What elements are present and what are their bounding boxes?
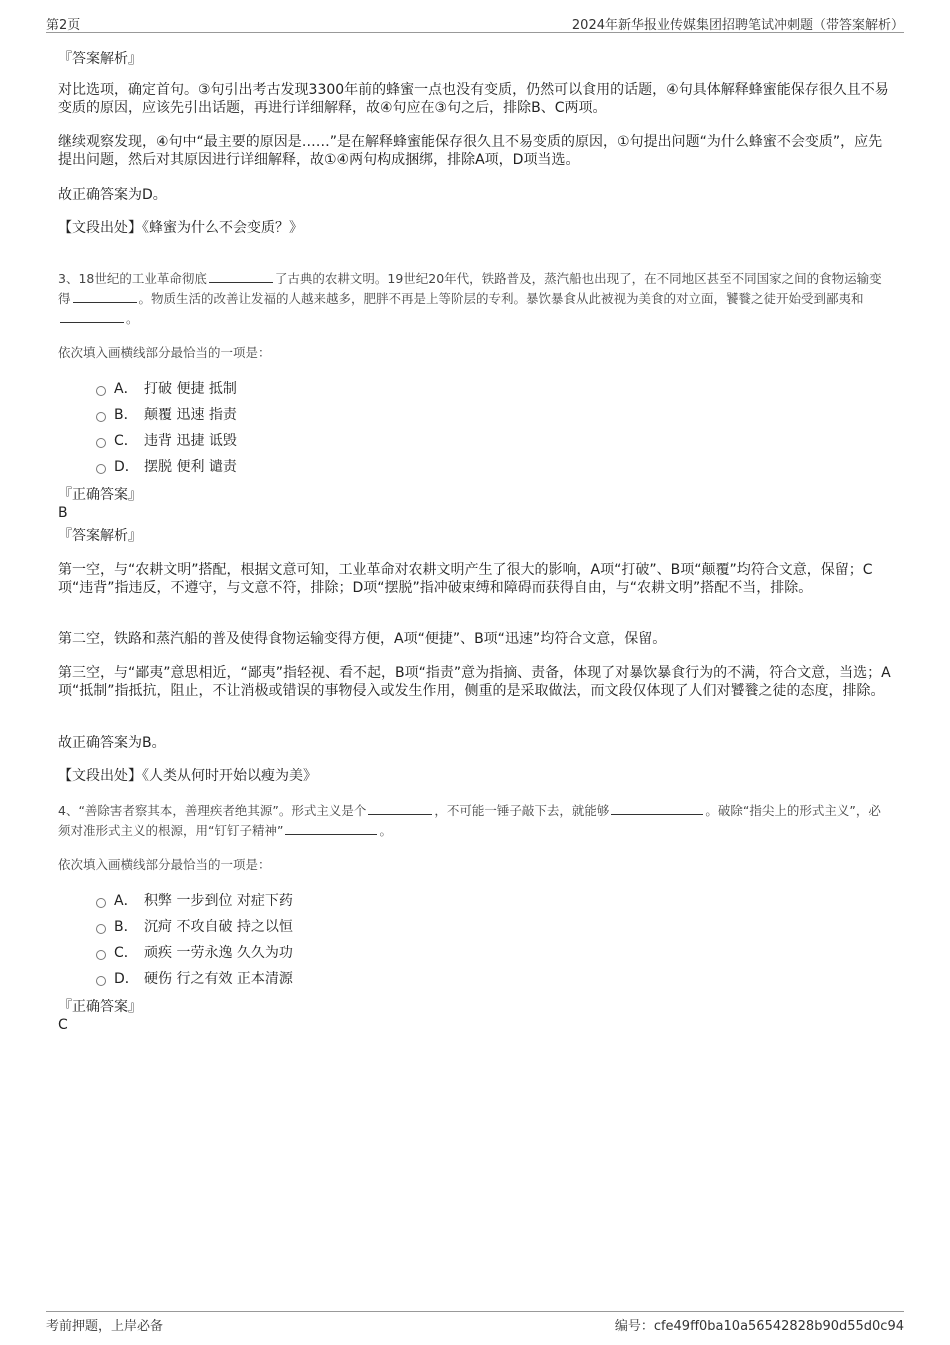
q3-option-d[interactable]: D． 摆脱 便利 谴责 — [96, 458, 237, 476]
q4-option-d[interactable]: D． 硬伤 行之有效 正本清源 — [96, 970, 293, 988]
radio-icon[interactable] — [96, 950, 106, 960]
q2-analysis-label: 『答案解析』 — [58, 51, 142, 67]
q4-blank-2[interactable] — [611, 802, 703, 815]
q3-blank-3[interactable] — [60, 310, 124, 323]
q3-option-b[interactable]: B． 颠覆 迅速 指责 — [96, 406, 237, 424]
q4-option-c[interactable]: C． 顽疾 一劳永逸 久久为功 — [96, 944, 293, 962]
document-title: 2024年新华报业传媒集团招聘笔试冲刺题（带答案解析） — [571, 18, 904, 33]
q4-blank-1[interactable] — [368, 802, 432, 815]
radio-icon[interactable] — [96, 976, 106, 986]
q3-blank-2[interactable] — [73, 290, 137, 303]
radio-icon[interactable] — [96, 412, 106, 422]
q4-answer: C — [58, 1017, 68, 1033]
q3-stem-part3: 。物质生活的改善让发福的人越来越多，肥胖不再是上等阶层的专利。暴饮暴食从此被视为美食的对立面，饕餮之徒开始受到鄙夷和 — [138, 291, 864, 306]
q4-option-b[interactable]: B． 沉疴 不攻自破 持之以恒 — [96, 918, 293, 936]
q4-stem — [58, 801, 892, 841]
document-id: 编号：cfe49ff0ba10a56542828b90d55d0c94 — [614, 1319, 904, 1334]
q3-stem-part2: 了古典的农耕文明。19世纪20年代，铁路普及，蒸汽船也出现了，在不同地区甚至不同国家之间的食物运输变得 — [58, 271, 882, 306]
q4-stem-part3: 。破除“指尖上的形式主义”，必须对准形式主义的根源，用“钉钉子精神” — [58, 803, 881, 838]
q2-source: 【文段出处】《蜂蜜为什么不会变质？》 — [58, 220, 303, 236]
q4-answer-label: 『正确答案』 — [58, 999, 142, 1015]
q4-stem-part2: ，不可能一锤子敲下去，就能够 — [434, 803, 610, 818]
q3-stem — [58, 269, 892, 329]
radio-icon[interactable] — [96, 464, 106, 474]
q3-option-a[interactable]: A． 打破 便捷 抵制 — [96, 380, 237, 398]
page-header — [46, 14, 904, 33]
q2-analysis-p1: 对比选项，确定首句。③句引出考古发现3300年前的蜂蜜一点也没有变质，仍然可以食用的话题，④句具体解释蜂蜜能保存很久且不易变质的原因，应该先引出话题，再进行详细解释，故④句应在③句之后，排除B、C两项。 — [58, 82, 889, 116]
q3-option-c[interactable]: C． 违背 迅捷 诋毁 — [96, 432, 237, 450]
q4-prompt: 依次填入画横线部分最恰当的一项是： — [58, 857, 271, 872]
q3-analysis-p3: 第三空，与“鄙夷”意思相近，“鄙夷”指轻视、看不起，B项“指责”意为指摘、责备，体现了对暴饮暴食行为的不满，符合文意，当选；A项“抵制”指抵抗，阻止，不让消极或错误的事物侵入或发生作用，侧重的是采取做法，而文段仅体现了人们对饕餮之徒的态度，排除。 — [58, 665, 891, 699]
q3-source: 【文段出处】《人类从何时开始以瘦为美》 — [58, 768, 317, 784]
page-footer — [46, 1311, 904, 1336]
q3-conclusion: 故正确答案为B。 — [58, 735, 166, 751]
q2-analysis-p2: 继续观察发现，④句中“最主要的原因是……”是在解释蜂蜜能保存很久且不易变质的原因，①句提出问题“为什么蜂蜜不会变质”，应先提出问题，然后对其原因进行详细解释，故①④两句构成捆绑，排除A项，D项当选。 — [58, 134, 883, 168]
q2-conclusion: 故正确答案为D。 — [58, 187, 167, 203]
q3-stem-part1: 3、18世纪的工业革命彻底 — [58, 271, 207, 286]
q4-option-a[interactable]: A． 积弊 一步到位 对症下药 — [96, 892, 293, 910]
radio-icon[interactable] — [96, 438, 106, 448]
q3-analysis-label: 『答案解析』 — [58, 528, 142, 544]
q3-analysis-p2: 第二空，铁路和蒸汽船的普及使得食物运输变得方便，A项“便捷”、B项“迅速”均符合文意，保留。 — [58, 631, 667, 647]
q3-stem-part4: 。 — [126, 311, 139, 326]
footer-slogan: 考前押题，上岸必备 — [46, 1319, 164, 1334]
q3-answer-label: 『正确答案』 — [58, 487, 142, 503]
q3-prompt: 依次填入画横线部分最恰当的一项是： — [58, 345, 271, 360]
q4-stem-part1: 4、“善除害者察其本，善理疾者绝其源”。形式主义是个 — [58, 803, 367, 818]
q4-blank-3[interactable] — [285, 822, 377, 835]
q3-analysis-p1: 第一空，与“农耕文明”搭配，根据文意可知，工业革命对农耕文明产生了很大的影响，A项“打破”、B项“颠覆”均符合文意，保留；C项“违背”指违反，不遵守，与文意不符，排除；D项“摆脱”指冲破束缚和障碍而获得自由，与“农耕文明”搭配不当，排除。 — [58, 562, 873, 596]
q3-blank-1[interactable] — [209, 270, 273, 283]
q4-stem-part4: 。 — [379, 823, 392, 838]
radio-icon[interactable] — [96, 898, 106, 908]
page-number: 第2页 — [46, 18, 81, 33]
radio-icon[interactable] — [96, 386, 106, 396]
q3-answer: B — [58, 505, 68, 521]
radio-icon[interactable] — [96, 924, 106, 934]
